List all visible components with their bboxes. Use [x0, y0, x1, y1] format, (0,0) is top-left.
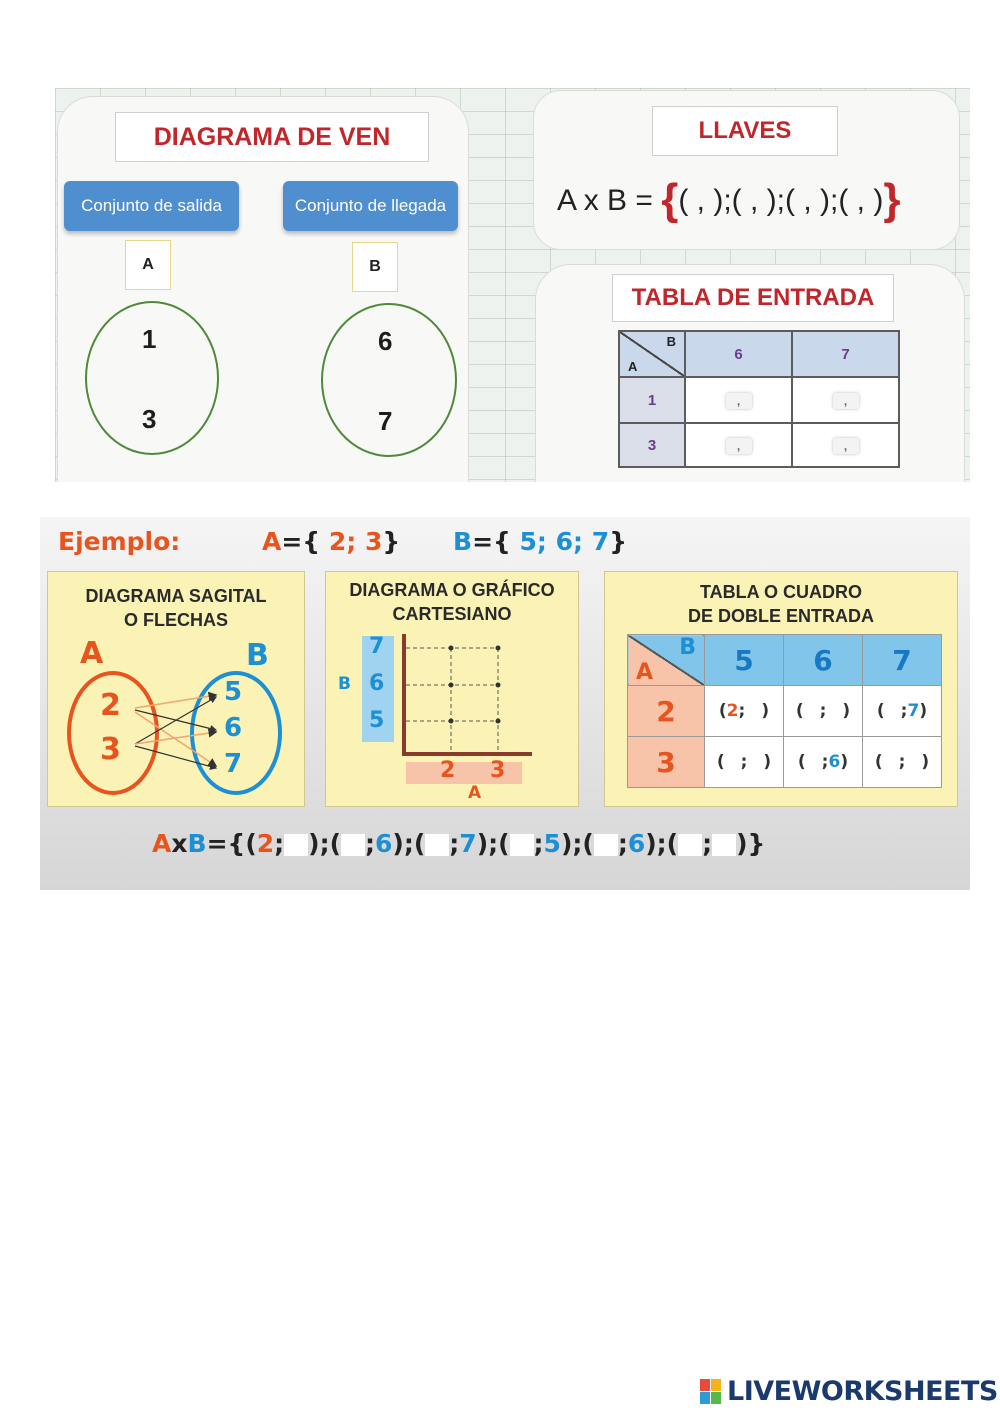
corner-a: A: [636, 660, 654, 685]
grid-point: [449, 646, 454, 651]
row-header: 2: [628, 686, 705, 737]
sagital-b-element: 6: [224, 713, 243, 743]
blank-box[interactable]: [712, 834, 736, 856]
row-header: 1: [619, 377, 685, 423]
tabla-entrada-table: [618, 330, 900, 468]
corner-b: B: [666, 334, 676, 349]
y-axis-label: B: [338, 674, 351, 694]
doble-entrada-title: DE DOBLE ENTRADA: [687, 606, 874, 626]
table-corner: [628, 635, 705, 686]
sagital-a-element: 3: [100, 732, 121, 767]
ejemplo-panel: [40, 517, 970, 890]
pair-cell[interactable]: (2; ): [705, 686, 784, 737]
llaves-pairs[interactable]: ( , );( , );( , );( , ): [678, 184, 884, 217]
x-value: 2: [440, 758, 456, 783]
grid-point: [496, 719, 501, 724]
arrow-line: [135, 732, 216, 744]
column-header: 7: [863, 635, 942, 686]
venn-b-element: 6: [378, 326, 393, 356]
set-a-definition: A={ 2; 3}: [262, 527, 401, 556]
row-header: 3: [628, 737, 705, 788]
sagital-panel: [47, 571, 305, 807]
llaves-title: LLAVES: [652, 106, 838, 156]
answer-cell[interactable]: ,: [792, 377, 899, 423]
pair-cell[interactable]: ( ;6): [784, 737, 863, 788]
blank-box[interactable]: [425, 834, 449, 856]
blank-box[interactable]: [594, 834, 618, 856]
blank-box[interactable]: [284, 834, 308, 856]
sagital-diagram: [48, 572, 304, 806]
x-axis-label: A: [468, 783, 482, 803]
grid-point: [496, 683, 501, 688]
llaves-formula: [557, 175, 957, 225]
row-header: 3: [619, 423, 685, 467]
sagital-title: DIAGRAMA SAGITAL: [85, 586, 267, 606]
set-a-label: A: [125, 240, 171, 290]
logo-wordmark: LIVEWORKSHEETS: [727, 1376, 998, 1407]
llaves-prefix: A x B =: [557, 184, 653, 217]
blank-box[interactable]: [678, 834, 702, 856]
conjunto-salida-button[interactable]: Conjunto de salida: [64, 181, 239, 231]
set-b-label: B: [352, 242, 398, 292]
tabla-entrada-title: TABLA DE ENTRADA: [612, 274, 894, 322]
doble-entrada-title: TABLA O CUADRO: [700, 582, 862, 602]
blank-box[interactable]: [341, 834, 365, 856]
cartesiano-panel: [325, 571, 579, 807]
cartesiano-title: DIAGRAMA O GRÁFICO: [349, 580, 555, 600]
conjunto-llegada-button[interactable]: Conjunto de llegada: [283, 181, 458, 231]
ejemplo-label: Ejemplo:: [58, 527, 181, 556]
brace-open: {: [661, 175, 679, 224]
table-corner: [619, 331, 685, 377]
sagital-set-b: B: [246, 638, 269, 673]
corner-b: B: [679, 635, 696, 660]
pair-cell[interactable]: ( ; ): [705, 737, 784, 788]
answer-cell[interactable]: ,: [792, 423, 899, 467]
venn-a-element: 1: [142, 324, 157, 354]
sagital-title: O FLECHAS: [123, 610, 228, 630]
sagital-b-element: 5: [224, 677, 243, 707]
sagital-set-a: A: [80, 636, 104, 671]
set-b-definition: B={ 5; 6; 7}: [453, 527, 627, 556]
grid-point: [496, 646, 501, 651]
pair-cell[interactable]: ( ; ): [784, 686, 863, 737]
x-value: 3: [490, 758, 506, 783]
blank-box[interactable]: [510, 834, 534, 856]
venn-a-element: 3: [142, 404, 157, 434]
grid-point: [449, 719, 454, 724]
answer-cell[interactable]: ,: [685, 423, 792, 467]
column-header: 7: [792, 331, 899, 377]
sagital-b-element: 7: [224, 749, 243, 779]
column-header: 6: [784, 635, 863, 686]
column-header: 5: [705, 635, 784, 686]
y-value: 5: [369, 708, 385, 733]
pair-cell[interactable]: ( ;7): [863, 686, 942, 737]
column-header: 6: [685, 331, 792, 377]
liveworksheets-logo: [700, 1376, 998, 1410]
doble-entrada-table: [627, 634, 942, 788]
brace-close: }: [883, 175, 901, 224]
y-value: 6: [369, 671, 385, 696]
corner-a: A: [628, 359, 638, 374]
answer-cell[interactable]: ,: [685, 377, 792, 423]
venn-title: DIAGRAMA DE VEN: [115, 112, 429, 162]
pair-cell[interactable]: ( ; ): [863, 737, 942, 788]
cartesiano-title: CARTESIANO: [392, 604, 512, 624]
grid-point: [449, 683, 454, 688]
venn-b-element: 7: [378, 406, 393, 436]
cartesian-product-line: AxB={(2; );( ;6);( ;7);( ;5);( ;6);( ; )}: [152, 829, 766, 858]
y-value: 7: [369, 634, 385, 659]
logo-badge-icon: [700, 1379, 722, 1405]
doble-entrada-panel: [604, 571, 958, 807]
sagital-a-element: 2: [100, 688, 121, 723]
